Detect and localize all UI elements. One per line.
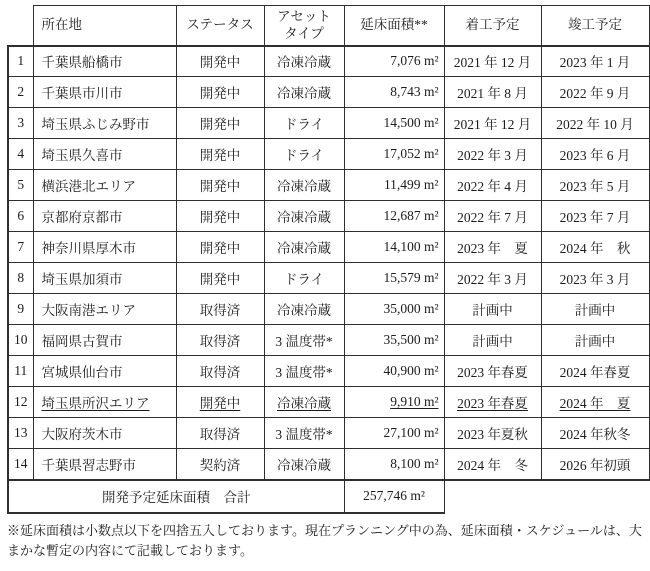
cell-start: 2021 年 12 月	[444, 108, 541, 139]
cell-start: 計画中	[444, 294, 541, 325]
cell-location: 大阪南港エリア	[33, 294, 176, 325]
cell-area: 17,052 m²	[344, 139, 444, 170]
cell-completion: 2023 年 1 月	[541, 46, 649, 77]
table-row	[8, 325, 649, 356]
table-row	[8, 77, 649, 108]
cell-index: 2	[8, 77, 33, 108]
cell-index: 8	[8, 263, 33, 294]
table-row	[8, 139, 649, 170]
cell-asset_type: ドライ	[264, 263, 344, 294]
cell-completion: 2023 年 7 月	[541, 201, 649, 232]
cell-area: 27,100 m²	[344, 418, 444, 449]
cell-location: 福岡県古賀市	[33, 325, 176, 356]
table-row	[8, 108, 649, 139]
cell-start: 2023 年春夏	[444, 387, 541, 418]
cell-asset_type: 冷凍冷蔵	[264, 294, 344, 325]
col-header-start: 着工予定	[444, 6, 541, 46]
cell-area: 14,500 m²	[344, 108, 444, 139]
cell-completion: 2024 年 夏	[541, 387, 649, 418]
cell-start: 2024 年 冬	[444, 449, 541, 480]
cell-index: 5	[8, 170, 33, 201]
cell-area: 11,499 m²	[344, 170, 444, 201]
cell-area: 15,579 m²	[344, 263, 444, 294]
cell-area: 12,687 m²	[344, 201, 444, 232]
cell-location: 埼玉県所沢エリア	[33, 387, 176, 418]
cell-status: 開発中	[176, 263, 264, 294]
cell-start: 計画中	[444, 325, 541, 356]
table-row	[8, 232, 649, 263]
cell-status: 取得済	[176, 294, 264, 325]
cell-status: 開発中	[176, 170, 264, 201]
table-row	[8, 263, 649, 294]
cell-area: 35,500 m²	[344, 325, 444, 356]
cell-status: 取得済	[176, 356, 264, 387]
cell-index: 4	[8, 139, 33, 170]
col-header-location: 所在地	[33, 6, 176, 46]
cell-status: 開発中	[176, 108, 264, 139]
total-area-value: 257,746 m²	[344, 480, 444, 513]
cell-area: 8,100 m²	[344, 449, 444, 480]
table-row	[8, 356, 649, 387]
cell-status: 開発中	[176, 387, 264, 418]
cell-area: 9,910 m²	[344, 387, 444, 418]
cell-asset_type: 冷凍冷蔵	[264, 232, 344, 263]
cell-location: 埼玉県久喜市	[33, 139, 176, 170]
cell-asset_type: 3 温度帯*	[264, 356, 344, 387]
table-row	[8, 449, 649, 480]
col-header-area: 延床面積**	[344, 6, 444, 46]
cell-completion: 計画中	[541, 325, 649, 356]
cell-asset_type: 冷凍冷蔵	[264, 46, 344, 77]
cell-status: 開発中	[176, 46, 264, 77]
table-row	[8, 387, 649, 418]
cell-index: 6	[8, 201, 33, 232]
cell-start: 2023 年夏秋	[444, 418, 541, 449]
cell-area: 7,076 m²	[344, 46, 444, 77]
cell-index: 7	[8, 232, 33, 263]
header-row	[8, 6, 649, 46]
footnote-text: ※延床面積は小数点以下を四捨五入しております。現在プランニング中の為、延床面積・スケジュールは、大まかな暫定の内容にて記載しております。	[7, 522, 642, 558]
facility-table	[7, 5, 650, 514]
cell-location: 千葉県習志野市	[33, 449, 176, 480]
cell-location: 宮城県仙台市	[33, 356, 176, 387]
cell-location: 神奈川県厚木市	[33, 232, 176, 263]
cell-start: 2023 年 夏	[444, 232, 541, 263]
cell-index: 3	[8, 108, 33, 139]
cell-completion: 計画中	[541, 294, 649, 325]
cell-location: 千葉県市川市	[33, 77, 176, 108]
table-row	[8, 170, 649, 201]
cell-start: 2021 年 8 月	[444, 77, 541, 108]
cell-status: 開発中	[176, 232, 264, 263]
cell-asset_type: 冷凍冷蔵	[264, 449, 344, 480]
cell-start: 2022 年 4 月	[444, 170, 541, 201]
cell-completion: 2022 年 9 月	[541, 77, 649, 108]
cell-index: 11	[8, 356, 33, 387]
cell-completion: 2022 年 10 月	[541, 108, 649, 139]
cell-completion: 2023 年 6 月	[541, 139, 649, 170]
cell-index: 1	[8, 46, 33, 77]
table-body	[8, 46, 649, 480]
cell-completion: 2023 年 3 月	[541, 263, 649, 294]
table-row	[8, 46, 649, 77]
cell-asset_type: 冷凍冷蔵	[264, 387, 344, 418]
col-header-completion: 竣工予定	[541, 6, 649, 46]
table-row	[8, 294, 649, 325]
cell-start: 2022 年 3 月	[444, 263, 541, 294]
cell-asset_type: 3 温度帯*	[264, 325, 344, 356]
cell-status: 開発中	[176, 139, 264, 170]
cell-completion: 2026 年初頭	[541, 449, 649, 480]
total-row	[8, 480, 649, 513]
cell-status: 開発中	[176, 77, 264, 108]
cell-location: 千葉県船橋市	[33, 46, 176, 77]
cell-asset_type: 冷凍冷蔵	[264, 77, 344, 108]
cell-index: 9	[8, 294, 33, 325]
cell-start: 2022 年 3 月	[444, 139, 541, 170]
cell-area: 8,743 m²	[344, 77, 444, 108]
table-row	[8, 201, 649, 232]
cell-status: 契約済	[176, 449, 264, 480]
cell-status: 取得済	[176, 325, 264, 356]
col-header-status: ステータス	[176, 6, 264, 46]
cell-location: 横浜港北エリア	[33, 170, 176, 201]
cell-area: 14,100 m²	[344, 232, 444, 263]
cell-index: 13	[8, 418, 33, 449]
table-row	[8, 418, 649, 449]
cell-start: 2021 年 12 月	[444, 46, 541, 77]
cell-asset_type: 3 温度帯*	[264, 418, 344, 449]
cell-asset_type: ドライ	[264, 139, 344, 170]
total-row-filler	[444, 480, 649, 513]
cell-index: 14	[8, 449, 33, 480]
cell-start: 2022 年 7 月	[444, 201, 541, 232]
cell-index: 12	[8, 387, 33, 418]
cell-index: 10	[8, 325, 33, 356]
cell-location: 京都府京都市	[33, 201, 176, 232]
total-label: 開発予定延床面積 合計	[8, 480, 344, 513]
corner-cell	[8, 6, 33, 46]
cell-status: 開発中	[176, 201, 264, 232]
cell-asset_type: 冷凍冷蔵	[264, 170, 344, 201]
cell-asset_type: 冷凍冷蔵	[264, 201, 344, 232]
cell-asset_type: ドライ	[264, 108, 344, 139]
cell-location: 埼玉県加須市	[33, 263, 176, 294]
cell-start: 2023 年春夏	[444, 356, 541, 387]
cell-location: 大阪府茨木市	[33, 418, 176, 449]
cell-area: 40,900 m²	[344, 356, 444, 387]
cell-completion: 2023 年 5 月	[541, 170, 649, 201]
cell-completion: 2024 年 秋	[541, 232, 649, 263]
cell-completion: 2024 年秋冬	[541, 418, 649, 449]
cell-completion: 2024 年春夏	[541, 356, 649, 387]
col-header-asset-type: アセットタイプ	[264, 6, 344, 46]
cell-area: 35,000 m²	[344, 294, 444, 325]
cell-status: 取得済	[176, 418, 264, 449]
cell-location: 埼玉県ふじみ野市	[33, 108, 176, 139]
